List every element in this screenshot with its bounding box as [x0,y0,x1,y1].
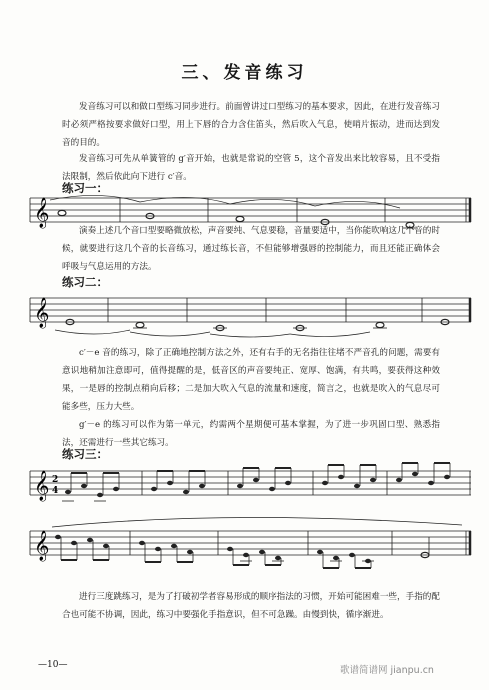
paragraph-2: 发音练习可先从单簧管的 g′音开始，也就是常说的空管 5，这个音发出来比较容易，且不受指法限制，然后依此向下进行 c′音。 [62,154,440,182]
watermark: 歌谱简谱网 jianpu.cn [340,665,434,676]
whole-note [236,216,244,221]
whole-note [58,210,66,215]
exercise-3-staff-2 [30,515,475,570]
exercise-2-staff [30,290,475,338]
slur [52,517,462,527]
paragraph-5: g′－e 的练习可以作为第一单元，约需两个星期便可基本掌握，为了进一步巩固口型、熟悉指法，还需进行一些其它练习。 [62,420,440,448]
section-title: 三、发音练习 [181,63,308,83]
paragraph-3: 演奏上述几个音口型要略微放松，声音要纯、气息要稳，音量要适中，当你能吹响这几个音的时候，就要进行这几个音的长音练习，通过练长音，不但能够增强唇的控制能力，而且还能正确体会呼吸与气息运用的方法。 [62,226,440,272]
exercise-1-label: 练习一： [62,181,108,195]
page-number: —10— [38,660,68,670]
exercise-3-label: 练习三： [62,447,108,461]
treble-clef-icon: 𝄞 [34,471,50,501]
exercise-3-staff-1 [30,463,475,508]
slur [140,197,230,204]
time-signature-bottom: 4 [52,486,59,496]
paragraph-6: 进行三度跳练习，是为了打破初学者容易形成的顺序指法的习惯，开始可能困难一些，手指的配合也可能不协调，因此，练习中要强化手指意识，但不可急躁。由慢到快，循序渐进。 [62,592,440,620]
treble-clef-icon: 𝄞 [34,198,50,228]
paragraph-4: c′－e 音的练习，除了正确地控制方法之外，还有右手的无名指往往堵不严音孔的问题，需要有意识地稍加注意即可，值得提醒的是，低音区的声音要纯正、宽厚、饱满，有共鸣，要获得这种效果，一是唇的控制点稍向后移；二是加大吹入气息的流量和速度，简言之，也就是吹入的气息尽可能多些，压力大些。 [62,348,440,412]
time-signature-top: 2 [52,475,59,485]
treble-clef-icon: 𝄞 [34,531,50,561]
slur [50,195,140,202]
slur [315,201,400,208]
paragraph-1: 发音练习可以和做口型练习同步进行。前面曾讲过口型练习的基本要求，因此，在进行发音练习时必须严格按要求做好口型，用上下唇的合力含住笛头，然后吹入气息，使哨片振动，进而达到发音的目的。 [62,102,440,148]
exercise-2-label: 练习二： [62,275,108,289]
slur [230,199,315,206]
eighth-note-group [65,472,450,497]
treble-clef-icon: 𝄞 [34,298,50,328]
